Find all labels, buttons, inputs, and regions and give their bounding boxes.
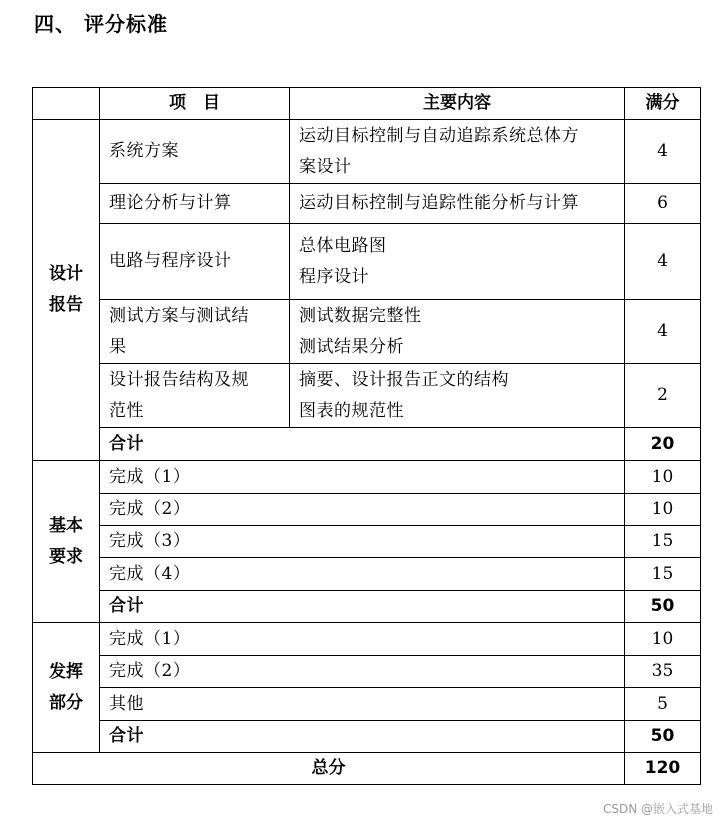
item-cell: 完成（2）	[100, 656, 625, 688]
item-cell: 其他	[100, 688, 625, 721]
item-cell: 完成（2）	[100, 494, 625, 526]
total-score: 120	[625, 753, 701, 785]
subtotal-row	[33, 428, 701, 461]
table-row	[33, 300, 701, 364]
table-row	[33, 623, 701, 656]
table-row	[33, 364, 701, 428]
table-row	[33, 558, 701, 591]
score-cell: 35	[625, 656, 701, 688]
score-cell: 4	[625, 120, 701, 184]
score-cell: 4	[625, 300, 701, 364]
content-cell: 运动目标控制与追踪性能分析与计算	[290, 184, 625, 224]
content-cell: 运动目标控制与自动追踪系统总体方 案设计	[290, 120, 625, 184]
score-cell: 4	[625, 224, 701, 300]
item-cell: 测试方案与测试结 果	[100, 300, 290, 364]
item-cell: 完成（1）	[100, 623, 625, 656]
item-cell: 完成（1）	[100, 461, 625, 494]
header-content: 主要内容	[290, 88, 625, 120]
score-cell: 10	[625, 461, 701, 494]
score-cell: 2	[625, 364, 701, 428]
subtotal-score: 50	[625, 721, 701, 753]
score-cell: 15	[625, 526, 701, 558]
header-row	[33, 88, 701, 120]
table-row	[33, 494, 701, 526]
table-row	[33, 688, 701, 721]
header-item: 项 目	[100, 88, 290, 120]
table-row	[33, 184, 701, 224]
category-design-report: 设计 报告	[33, 120, 100, 461]
content-cell: 测试数据完整性 测试结果分析	[290, 300, 625, 364]
subtotal-label: 合计	[100, 591, 625, 623]
table-row	[33, 526, 701, 558]
subtotal-row	[33, 721, 701, 753]
item-cell: 完成（3）	[100, 526, 625, 558]
score-cell: 15	[625, 558, 701, 591]
category-basic: 基本 要求	[33, 461, 100, 623]
content-cell: 摘要、设计报告正文的结构 图表的规范性	[290, 364, 625, 428]
category-extension: 发挥 部分	[33, 623, 100, 753]
content-cell: 总体电路图 程序设计	[290, 224, 625, 300]
item-cell: 设计报告结构及规 范性	[100, 364, 290, 428]
header-score: 满分	[625, 88, 701, 120]
table-row	[33, 224, 701, 300]
subtotal-label: 合计	[100, 428, 625, 461]
total-label: 总分	[33, 753, 625, 785]
item-cell: 理论分析与计算	[100, 184, 290, 224]
table-row	[33, 461, 701, 494]
table-row	[33, 656, 701, 688]
watermark: CSDN @嵌入式基地	[602, 802, 713, 816]
item-cell: 电路与程序设计	[100, 224, 290, 300]
subtotal-score: 20	[625, 428, 701, 461]
score-cell: 6	[625, 184, 701, 224]
section-heading: 四、 评分标准	[34, 12, 168, 36]
score-cell: 5	[625, 688, 701, 721]
subtotal-label: 合计	[100, 721, 625, 753]
subtotal-row	[33, 591, 701, 623]
subtotal-score: 50	[625, 591, 701, 623]
score-cell: 10	[625, 494, 701, 526]
total-row	[33, 753, 701, 785]
scoring-table	[32, 87, 701, 785]
item-cell: 完成（4）	[100, 558, 625, 591]
item-cell: 系统方案	[100, 120, 290, 184]
score-cell: 10	[625, 623, 701, 656]
table-row	[33, 120, 701, 184]
